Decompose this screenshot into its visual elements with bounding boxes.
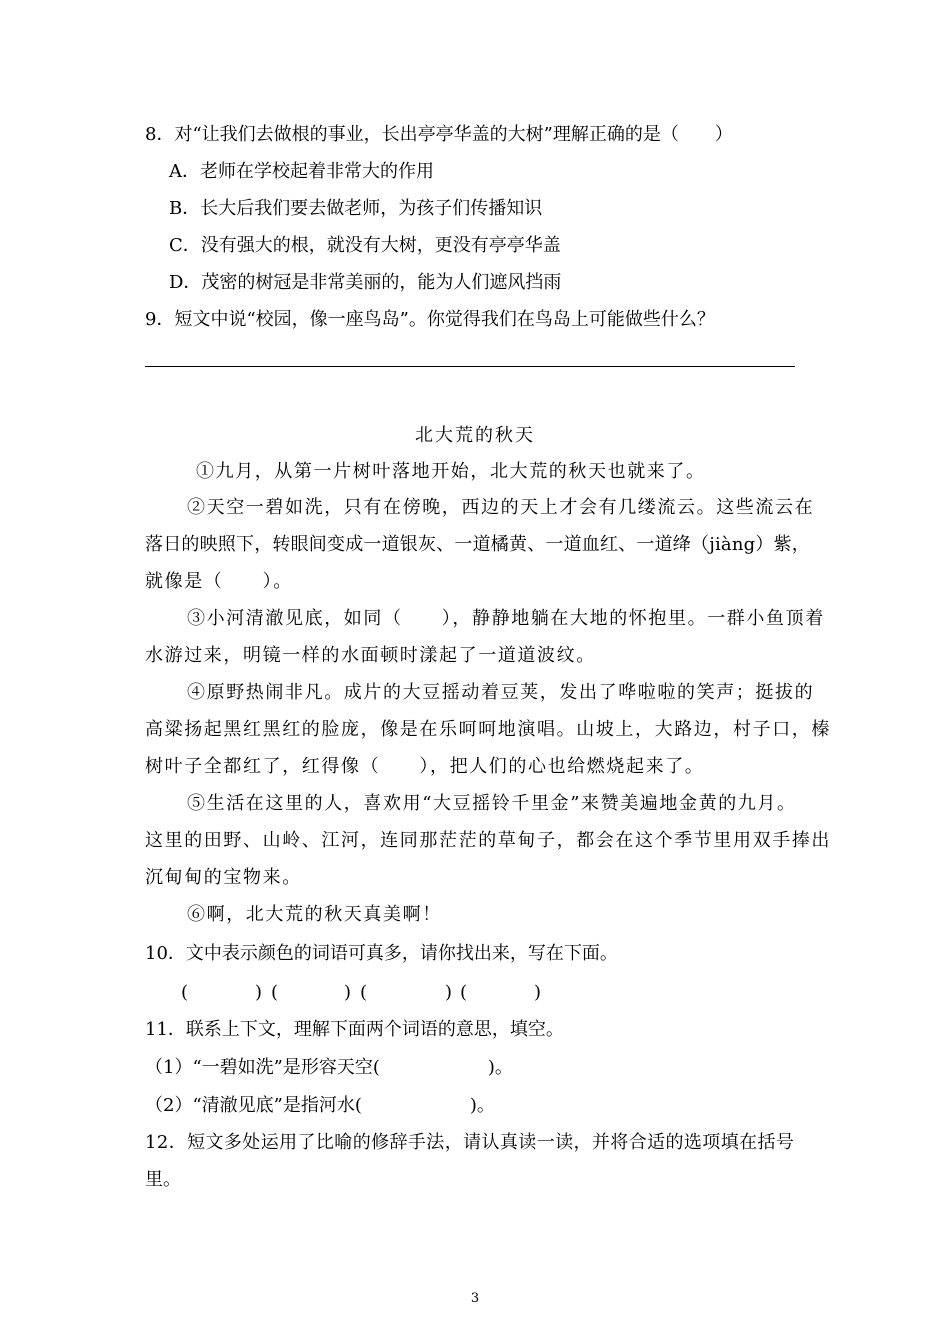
- question-12-stem: 12．短文多处运用了比喻的修辞手法，请认真读一读，并将合适的选项填在括号: [145, 1132, 795, 1153]
- answer-blank-open: (: [360, 982, 368, 1003]
- answer-blank-open: (: [271, 982, 279, 1003]
- passage-line: 这里的田野、山岭、江河，连同那茫茫的草甸子，都会在这个季节里用双手捧出: [145, 830, 831, 851]
- question-11-sub-2: （2）“清澈见底”是指河水( )。: [145, 1095, 495, 1116]
- passage-line: ②天空一碧如洗，只有在傍晚，西边的天上才会有几缕流云。这些流云在: [187, 497, 815, 518]
- passage-line: ⑤生活在这里的人，喜欢用“大豆摇铃千里金”来赞美遍地金黄的九月。: [187, 793, 797, 814]
- page-number: 3: [470, 1291, 480, 1306]
- passage-line: 就像是（ ）。: [145, 571, 293, 592]
- passage-title: 北大荒的秋天: [415, 425, 535, 446]
- passage-line: ④原野热闹非凡。成片的大豆摇动着豆荚，发出了哗啦啦的笑声；挺拔的: [187, 682, 815, 703]
- passage-line: 落日的映照下，转眼间变成一道银灰、一道橘黄、一道血红、一道绛（jiàng）紫，: [145, 534, 810, 555]
- passage-line: 树叶子全都红了，红得像（ ），把人们的心也给燃烧起来了。: [145, 756, 705, 777]
- passage-line: 沉甸甸的宝物来。: [145, 867, 302, 888]
- question-9-stem: 9．短文中说“校园，像一座鸟岛”。你觉得我们在鸟岛上可能做些什么？: [145, 309, 715, 330]
- passage-line: 高粱扬起黑红黑红的脸庞，像是在乐呵呵地演唱。山坡上，大路边，村子口，榛: [145, 719, 831, 740]
- passage-line: ⑥啊，北大荒的秋天真美啊！: [187, 904, 442, 925]
- question-8-option-a: A．老师在学校起着非常大的作用: [169, 161, 434, 182]
- passage-line: ①九月，从第一片树叶落地开始，北大荒的秋天也就来了。: [196, 461, 706, 482]
- question-11-stem: 11．联系上下文，理解下面两个词语的意思，填空。: [145, 1019, 564, 1040]
- answer-blank-close: ): [445, 982, 453, 1003]
- question-9-answer-line: [145, 366, 795, 367]
- passage-line: ③小河清澈见底，如同（ ），静静地躺在大地的怀抱里。一群小鱼顶着: [187, 608, 825, 629]
- answer-blank-open: (: [460, 982, 468, 1003]
- question-8-stem: 8．对“让我们去做根的事业，长出亭亭华盖的大树”理解正确的是（ ）: [145, 124, 733, 145]
- question-11-sub-1: （1）“一碧如洗”是形容天空( )。: [145, 1057, 513, 1078]
- question-8-option-c: C．没有强大的根，就没有大树，更没有亭亭华盖: [169, 235, 561, 256]
- answer-blank-close: ): [534, 982, 542, 1003]
- answer-blank-close: ): [344, 982, 352, 1003]
- passage-line: 水游过来，明镜一样的水面顿时漾起了一道道波纹。: [145, 645, 596, 666]
- question-8-option-b: B．长大后我们要去做老师，为孩子们传播知识: [169, 198, 543, 219]
- answer-blank-open: (: [181, 982, 189, 1003]
- question-10-stem: 10．文中表示颜色的词语可真多，请你找出来，写在下面。: [145, 943, 618, 964]
- question-8-option-d: D．茂密的树冠是非常美丽的，能为人们遮风挡雨: [169, 272, 562, 293]
- question-12-stem-continued: 里。: [145, 1169, 181, 1190]
- answer-blank-close: ): [255, 982, 263, 1003]
